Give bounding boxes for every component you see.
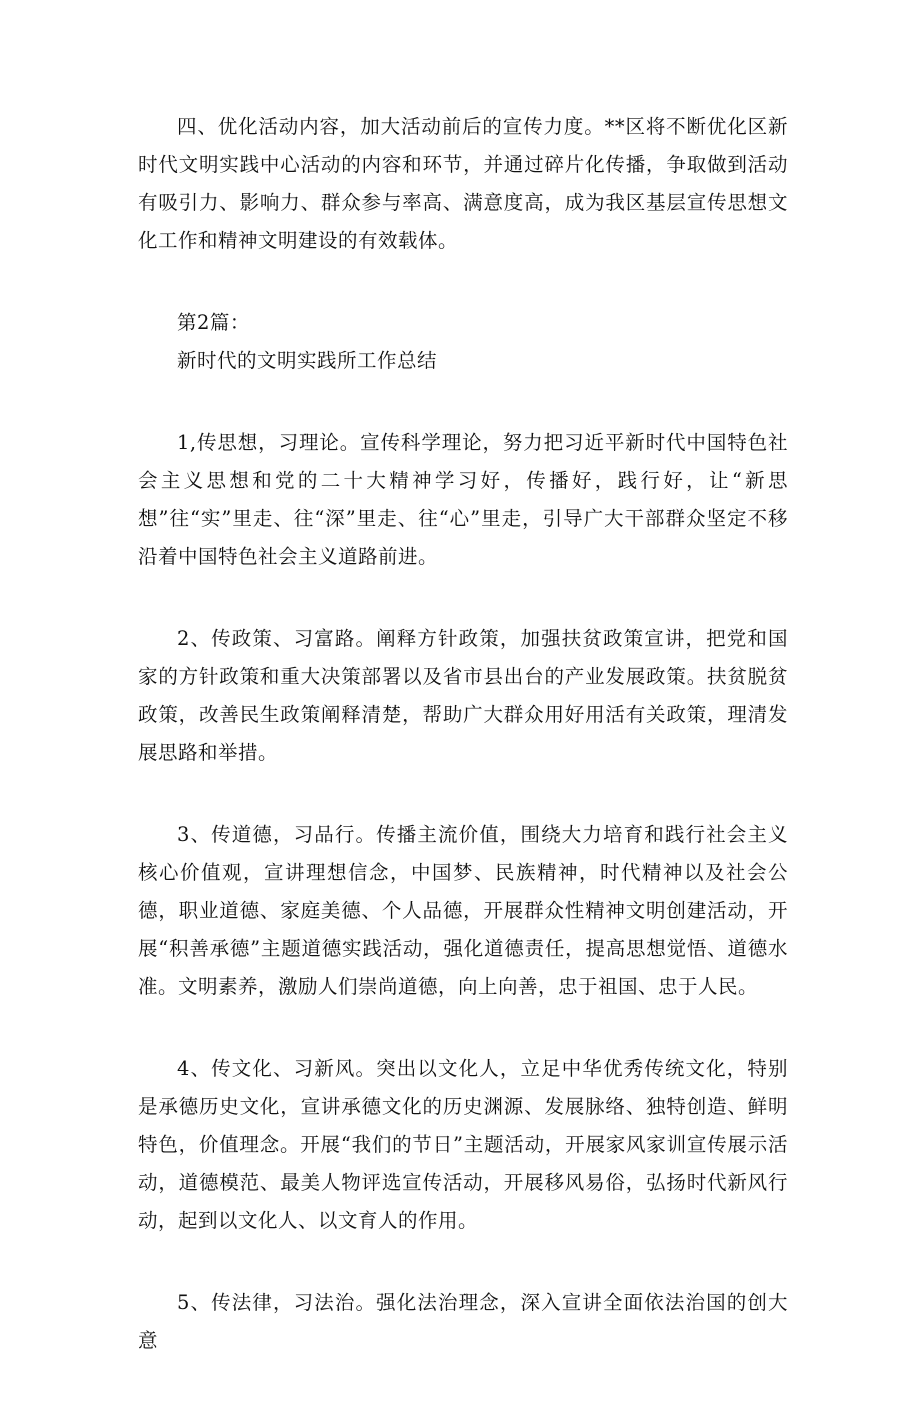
paragraph-optimize-activities: 四、优化活动内容，加大活动前后的宣传力度。**区将不断优化区新时代文明实践中心活动的内容和环节，并通过碎片化传播，争取做到活动有吸引力、影响力、群众参与率高、满意度高，成为我区基层宣传思想文化工作和精神文明建设的有效载体。 — [138, 115, 788, 252]
paragraph-item-4: 4、传文化、习新风。突出以文化人，立足中华优秀传统文化，特别是承德历史文化，宣讲承德文化的历史渊源、发展脉络、独特创造、鲜明特色，价值理念。开展“我们的节日”主题活动，开展家风家训宣传展示活动，道德模范、最美人物评选宣传活动，开展移风易俗，弘扬时代新风行动，起到以文化人、以文育人的作用。 — [138, 1057, 788, 1232]
paragraph-item-2: 2、传政策、习富路。阐释方针政策，加强扶贫政策宣讲，把党和国家的方针政策和重大决策部署以及省市县出台的产业发展政策。扶贫脱贫政策，改善民生政策阐释清楚，帮助广大群众用好用活有关政策，理清发展思路和举措。 — [138, 627, 788, 764]
paragraph-item-1: 1,传思想，习理论。宣传科学理论，努力把习近平新时代中国特色社会主义思想和党的二十大精神学习好，传播好，践行好，让“新思想”往“实”里走、往“深”里走、往“心”里走，引导广大干部群众坚定不移沿着中国特色社会主义道路前进。 — [138, 431, 788, 568]
document-body — [138, 108, 788, 1404]
paragraph-item-5: 5、传法律，习法治。强化法治理念，深入宣讲全面依法治国的创大意 — [138, 1291, 788, 1352]
section-title: 新时代的文明实践所工作总结 — [177, 349, 438, 372]
section-label: 第2篇： — [177, 311, 250, 334]
paragraph-item-3: 3、传道德，习品行。传播主流价值，围绕大力培育和践行社会主义核心价值观，宣讲理想信念，中国梦、民族精神，时代精神以及社会公德，职业道德、家庭美德、个人品德，开展群众性精神文明创建活动，开展“积善承德”主题道德实践活动，强化道德责任，提高思想觉悟、道德水准。文明素养，激励人们崇尚道德，向上向善，忠于祖国、忠于人民。 — [138, 823, 788, 998]
section-heading — [138, 304, 788, 380]
